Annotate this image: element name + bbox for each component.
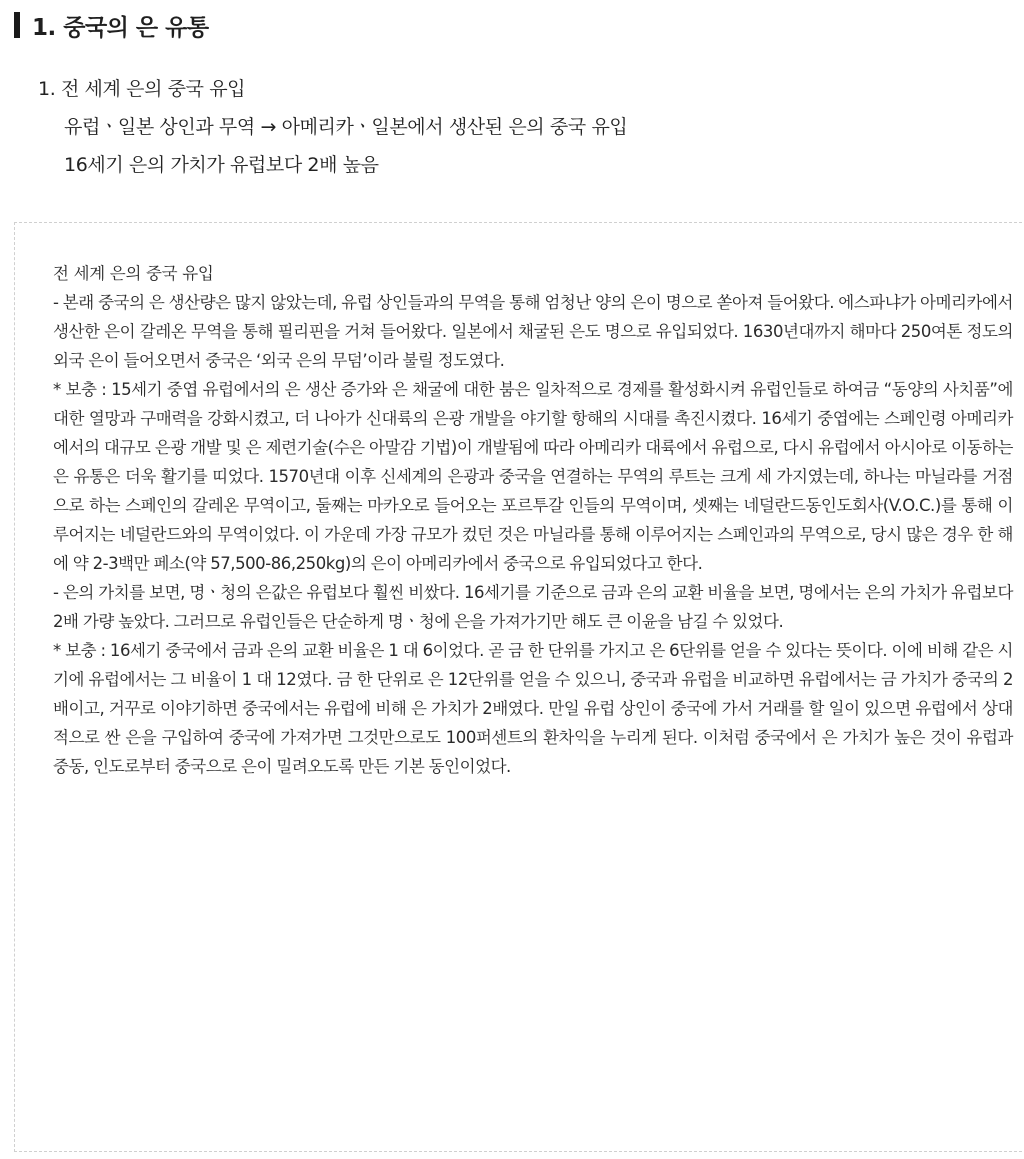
explanation-title: 전 세계 은의 중국 유입 — [53, 264, 214, 283]
supplement-paragraph: * 보충 : 16세기 중국에서 금과 은의 교환 비율은 1 대 6이었다. 곧 금 한 단위를 가지고 은 6단위를 얻을 수 있다는 뜻이다. 이에 비해 같은 시기에 유럽에서는 그 비율이 1 대 12였다. 금 한 단위로 은 12단위를 얻을 수 있으니, 중국과 유럽을 비교하면 유럽에서는 금 가치가 중국의 2배이고, 거꾸로 이야기하면 중국에서는 유럽에 비해 은 가치가 2배였다. 만일 유럽 상인이 중국에 가서 거래를 할 일이 있으면 유럽에서 상대적으로 싼 은을 구입하여 중국에 가져가면 그것만으로도 100퍼센트의 환차익을 누리게 된다. 이처럼 중국에서 은 가치가 높은 것이 유럽과 중동, 인도로부터 중국으로 은이 밀려오도록 만든 기본 동인이었다. — [53, 641, 1013, 776]
outline-sub-item: 16세기 은의 가치가 유럽보다 2배 높음 — [64, 154, 379, 176]
heading-bar-marker — [14, 12, 20, 38]
outline-sub-item: 유럽ㆍ일본 상인과 무역 → 아메리카ㆍ일본에서 생산된 은의 중국 유입 — [64, 116, 628, 138]
explanation-content — [53, 259, 1013, 781]
explanation-paragraph: - 은의 가치를 보면, 명ㆍ청의 은값은 유럽보다 훨씬 비쌌다. 16세기를 기준으로 금과 은의 교환 비율을 보면, 명에서는 은의 가치가 유럽보다 2배 가량 높았다. 그러므로 유럽인들은 단순하게 명ㆍ청에 은을 가져가기만 해도 큰 이윤을 남길 수 있었다. — [53, 583, 1013, 631]
outline-item-title: 1. 전 세계 은의 중국 유입 — [38, 78, 246, 100]
explanation-paragraph: - 본래 중국의 은 생산량은 많지 않았는데, 유럽 상인들과의 무역을 통해 엄청난 양의 은이 명으로 쏟아져 들어왔다. 에스파냐가 아메리카에서 생산한 은이 갈레온 무역을 통해 필리핀을 거쳐 들어왔다. 일본에서 채굴된 은도 명으로 유입되었다. 1630년대까지 해마다 250여톤 정도의 외국 은이 들어오면서 중국은 ‘외국 은의 무덤’이라 불릴 정도였다. — [53, 293, 1013, 370]
explanation-box — [14, 222, 1022, 1152]
page-title: 1. 중국의 은 유통 — [32, 14, 209, 41]
summary-outline — [38, 74, 1008, 180]
section-heading — [14, 8, 209, 42]
supplement-paragraph: * 보충 : 15세기 중엽 유럽에서의 은 생산 증가와 은 채굴에 대한 붐은 일차적으로 경제를 활성화시켜 유럽인들로 하여금 “동양의 사치품”에 대한 열망과 구매력을 강화시켰고, 더 나아가 신대륙의 은광 개발을 야기할 항해의 시대를 촉진시켰다. 16세기 중엽에는 스페인령 아메리카에서의 대규모 은광 개발 및 은 제련기술(수은 아말감 기법)이 개발됨에 따라 아메리카 대륙에서 유럽으로, 다시 유럽에서 아시아로 이동하는 은 유통은 더욱 활기를 띠었다. 1570년대 이후 신세계의 은광과 중국을 연결하는 무역의 루트는 크게 세 가지였는데, 하나는 마닐라를 거점으로 하는 스페인의 갈레온 무역이고, 둘째는 마카오로 들어오는 포르투갈 인들의 무역이며, 셋째는 네덜란드동인도회사(V.O.C.)를 통해 이루어지는 네덜란드와의 무역이었다. 이 가운데 가장 규모가 컸던 것은 마닐라를 통해 이루어지는 스페인과의 무역으로, 당시 많은 경우 한 해에 약 2-3백만 페소(약 57,500-86,250kg)의 은이 아메리카에서 중국으로 유입되었다고 한다. — [53, 380, 1014, 573]
